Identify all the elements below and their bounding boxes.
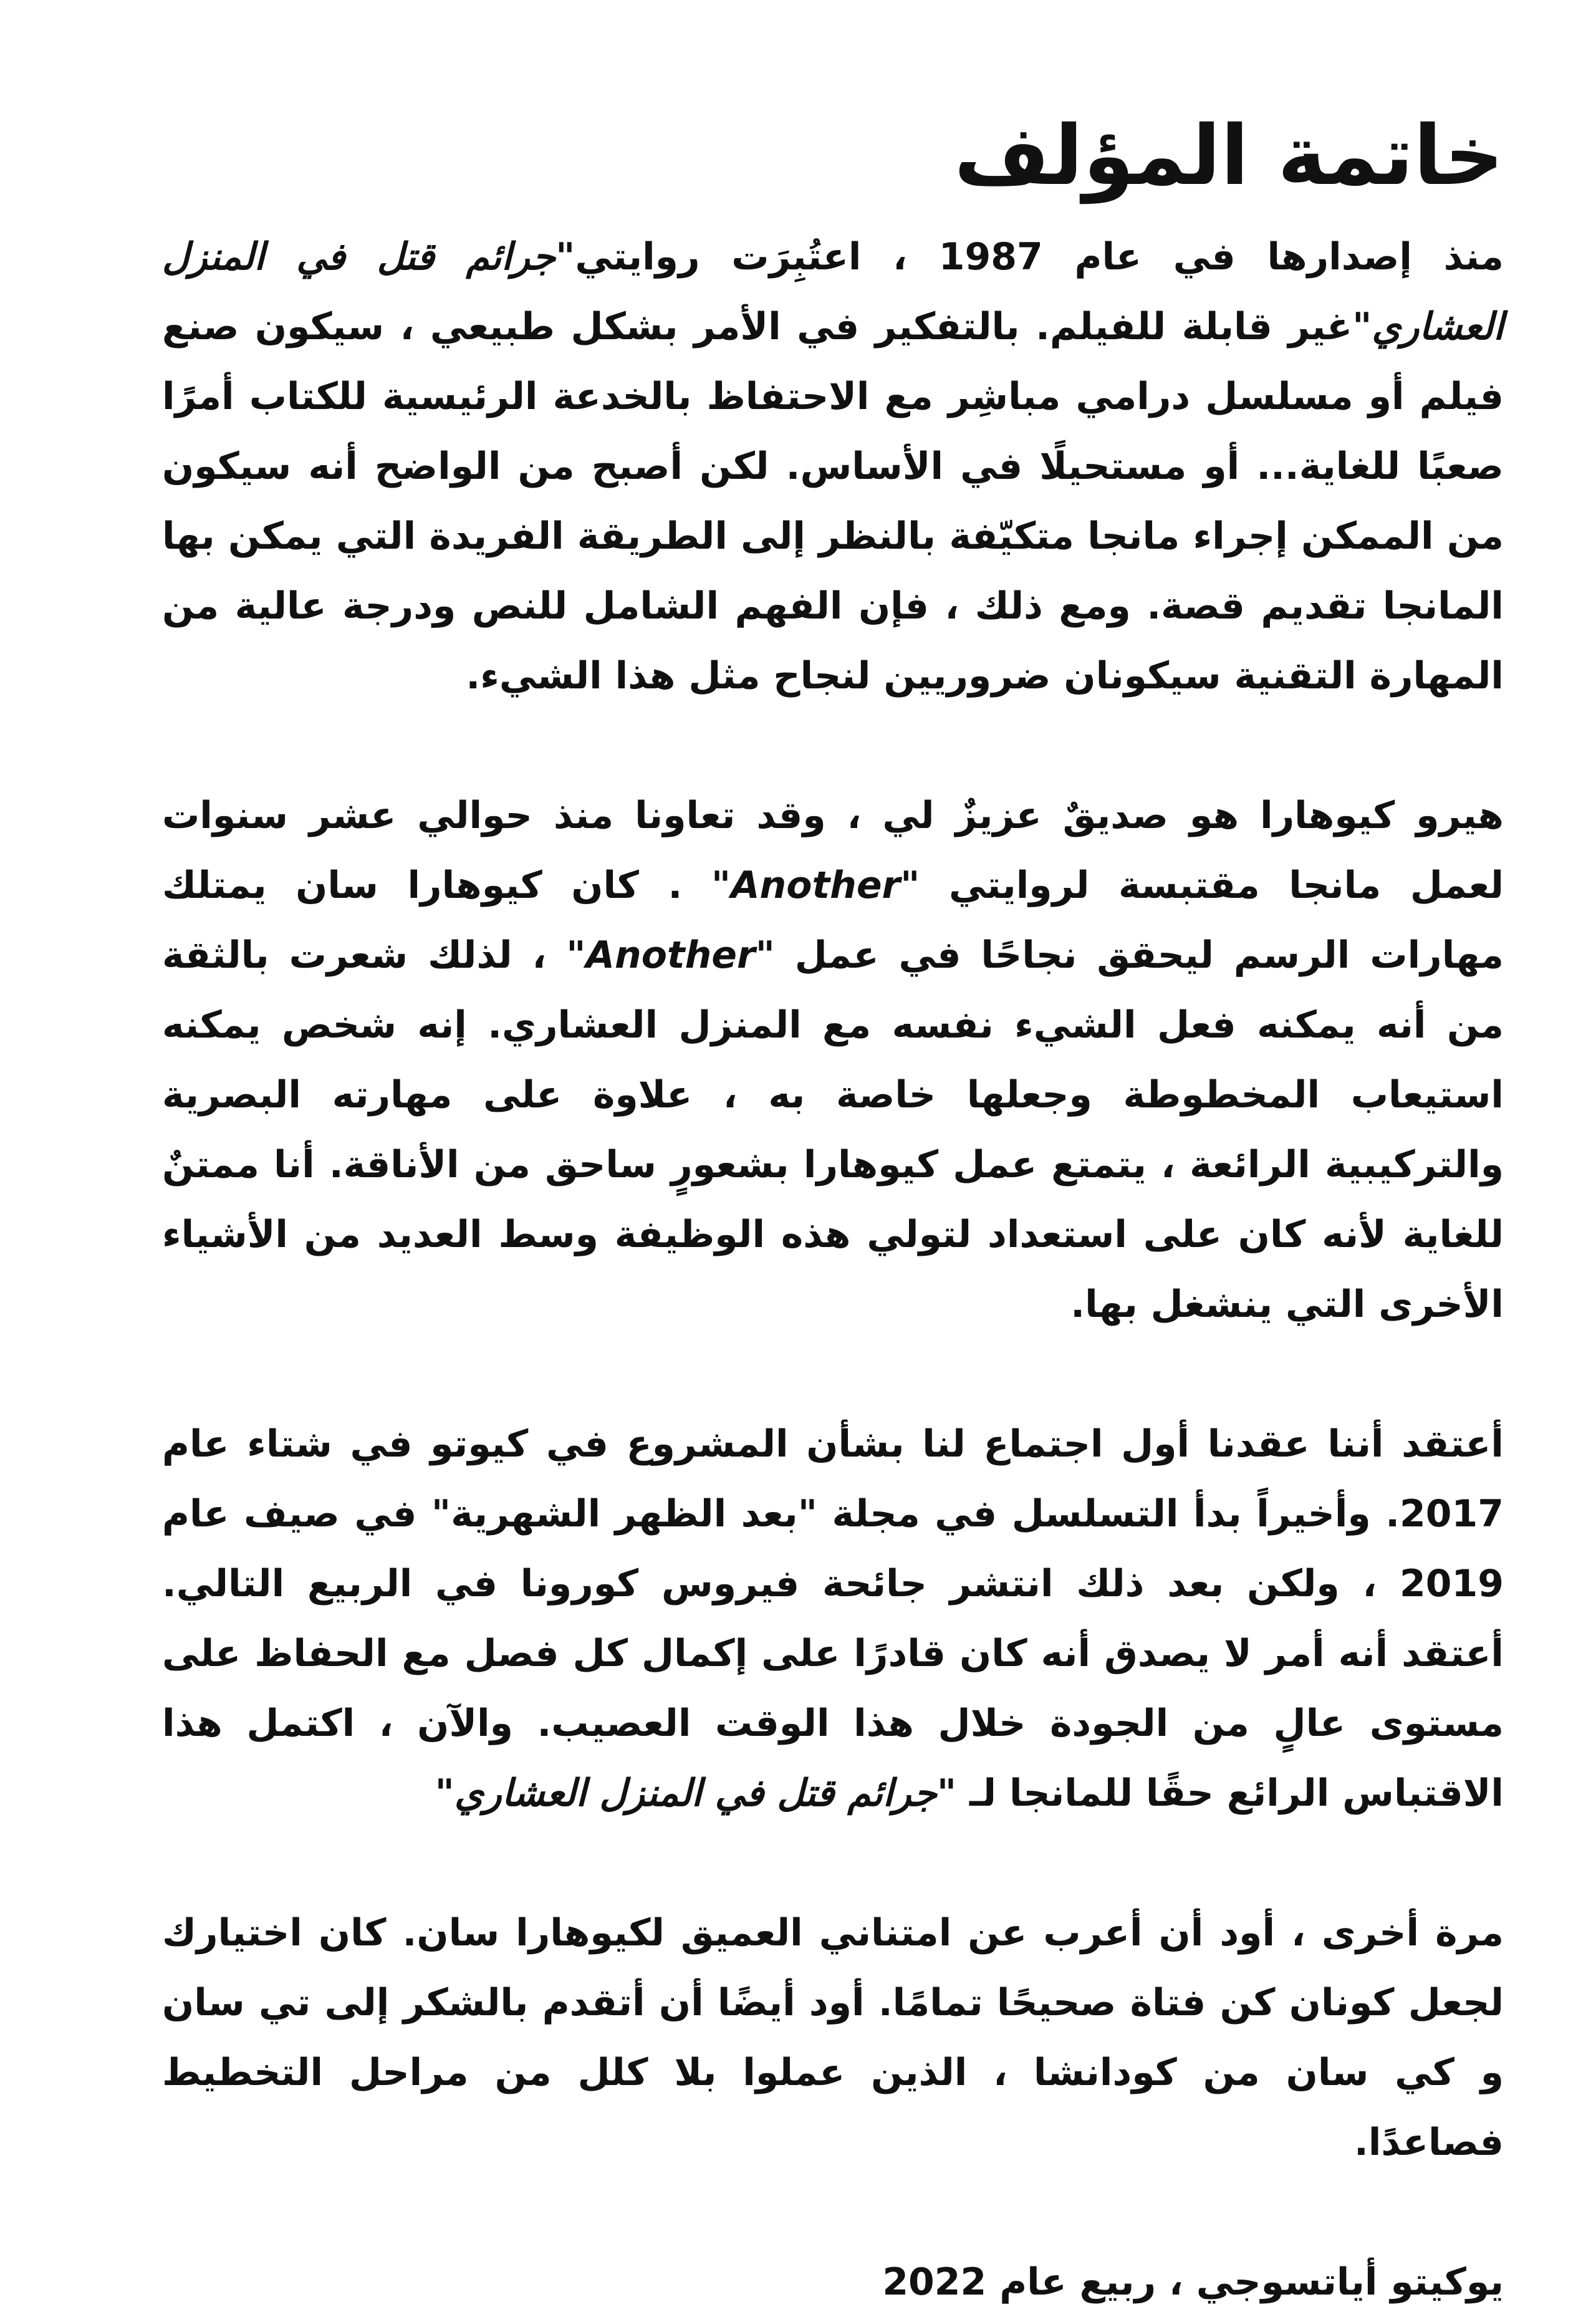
paragraph-2-text-2: . كان كيوهارا سان يمتلك مهارات الرسم ليحقق نجاحًا في عمل [162,864,1504,977]
another-title-italic-1: "Another" [711,864,920,907]
paragraph-1-text-1: منذ إصدارها في عام 1987 ، اعتُبِرَت روايتي [575,235,1504,279]
paragraph-3-text-1: أعتقد أننا عقدنا أول اجتماع لنا بشأن المشروع في كيوتو في شتاء عام 2017. وأخيراً بدأ التسلسل في مجلة "بعد الظهر الشهرية" في صيف عام 2019 ، ولكن بعد ذلك انتشر جائحة فيروس كورونا في الربيع التالي. أعتقد أنه أمر لا يصدق أنه كان قادرًا على إكمال كل فصل مع الحفاظ على مستوى عالٍ من الجودة خلال هذا الوقت العصيب. والآن ، اكتمل هذا الاقتباس الرائع حقًا للمانجا لـ [162,1422,1504,1815]
paragraph-2-text-1: هيرو كيوهارا هو صديقٌ عزيزٌ لي ، وقد تعاونا منذ حوالي عشر سنوات لعمل مانجا مقتبسة لروايتي [162,794,1504,907]
paragraph-3 [162,1409,1504,1828]
novel-title-italic-2: "جرائم قتل في المنزل العشاري" [435,1771,957,1815]
paragraph-4-text-1: مرة أخرى ، أود أن أعرب عن امتناني العميق لكيوهارا سان. كان اختيارك لجعل كونان كن فتاة صحيحًا تمامًا. أود أيضًا أن أتقدم بالشكر إلى تي سان و كي سان من كودانشا ، الذين عملوا بلا كلل من مراحل التخطيط فصاعدًا. [162,1911,1504,2164]
paragraph-2 [162,781,1504,1339]
signature: يوكيتو أياتسوجي ، ربيع عام 2022 [882,2260,1504,2304]
another-title-italic-2: "Another" [566,933,775,977]
paragraph-4 [162,1898,1504,2177]
page-title: خاتمة المؤلف [954,108,1504,204]
paragraph-2-text-3: ، لذلك شعرت بالثقة من أنه يمكنه فعل الشيء نفسه مع المنزل العشاري. إنه شخص يمكنه استيعاب المخطوطة وجعلها خاصة به ، علاوة على مهارته البصرية والتركيبية الرائعة ، يتمتع عمل كيوهارا بشعورٍ ساحق من الأناقة. أنا ممتنٌ للغاية لأنه كان على استعداد لتولي هذه الوظيفة وسط العديد من الأشياء الأخرى التي ينشغل بها. [162,933,1504,1326]
paragraph-1 [162,222,1504,711]
novel-title-italic: "جرائم قتل في المنزل العشاري" [162,235,1504,349]
document-content [162,94,1504,2317]
paragraph-1-text-2: غير قابلة للفيلم. بالتفكير في الأمر بشكل طبيعي ، سيكون صنع فيلم أو مسلسل درامي مباشِر مع الاحتفاظ بالخدعة الرئيسية للكتاب أمرًا صعبًا للغاية... أو مستحيلًا في الأساس. لكن أصبح من الواضح أنه سيكون من الممكن إجراء مانجا متكيّفة بالنظر إلى الطريقة الفريدة التي يمكن بها المانجا تقديم قصة. ومع ذلك ، فإن الفهم الشامل للنص ودرجة عالية من المهارة التقنية سيكونان ضروريين لنجاح مثل هذا الشيء. [162,305,1504,698]
